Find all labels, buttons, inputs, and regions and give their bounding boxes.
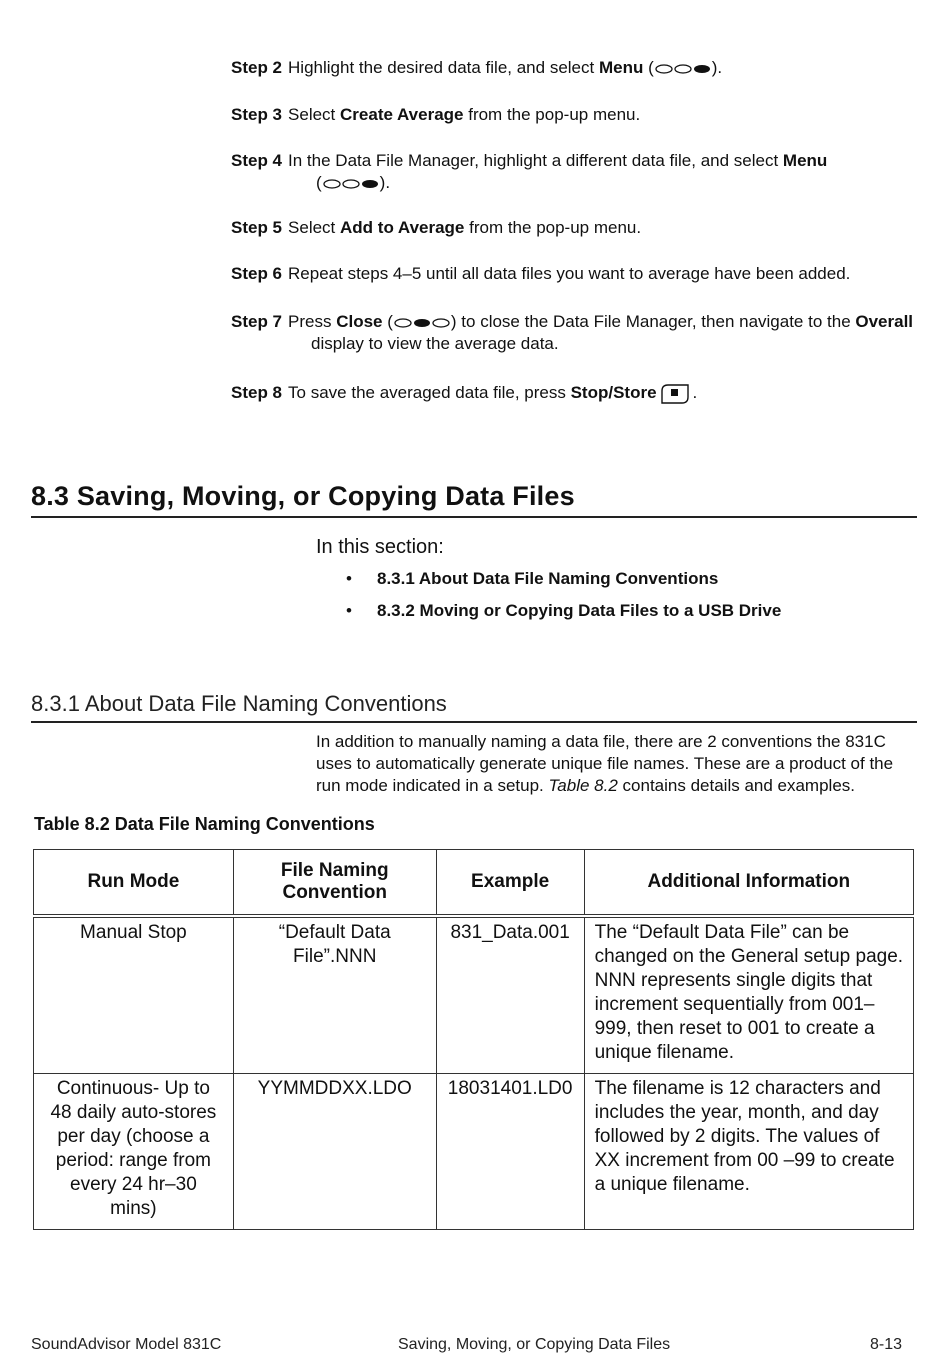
step-3: Step 3 Select Create Average from the pop-up menu. bbox=[231, 105, 641, 124]
table-cell: 831_Data.001 bbox=[436, 916, 584, 1074]
softkey-right-icon bbox=[323, 178, 379, 190]
step-2: Step 2 Highlight the desired data file, and select Menu ( ). bbox=[231, 58, 723, 77]
in-this-section-label: In this section: bbox=[316, 536, 444, 558]
table-caption: Table 8.2 Data File Naming Conventions bbox=[34, 814, 375, 834]
section-link[interactable]: • 8.3.1 About Data File Naming Conventions bbox=[346, 569, 719, 588]
column-header: Example bbox=[436, 850, 584, 917]
step-7: Step 7 Press Close ( ) to close the Data File Manager, then navigate to the Overall display to view the average data. bbox=[231, 312, 914, 353]
column-header: File Naming Convention bbox=[233, 850, 436, 917]
section-link[interactable]: • 8.3.2 Moving or Copying Data Files to a USB Drive bbox=[346, 601, 782, 620]
step-4: Step 4 In the Data File Manager, highlight a different data file, and select Menu ( ). bbox=[231, 151, 828, 192]
step-6: Step 6 Repeat steps 4–5 until all data files you want to average have been added. bbox=[231, 264, 851, 283]
bullet-icon: • bbox=[346, 601, 352, 620]
body-paragraph: In addition to manually naming a data file, there are 2 conventions the 831C uses to automatically generate unique file names. These are a product of the run mode indicated in a setup. Table 8.2 contains details and examples. bbox=[316, 732, 894, 795]
naming-conventions-table bbox=[33, 849, 914, 1230]
step-5: Step 5 Select Add to Average from the pop-up menu. bbox=[231, 218, 642, 237]
softkey-right-icon bbox=[655, 63, 711, 75]
step-8: Step 8 To save the averaged data file, press Stop/Store . bbox=[231, 382, 921, 405]
softkey-center-icon bbox=[394, 317, 450, 329]
table-header-row bbox=[34, 850, 914, 917]
footer-chapter: Saving, Moving, or Copying Data Files bbox=[398, 1336, 671, 1353]
footer-page-number: 8-13 bbox=[870, 1336, 903, 1353]
column-header: Additional Information bbox=[584, 850, 913, 917]
footer-product: SoundAdvisor Model 831C bbox=[31, 1336, 222, 1353]
section-heading: 8.3 Saving, Moving, or Copying Data Files bbox=[31, 480, 917, 518]
step-number: Step 2 bbox=[231, 58, 283, 77]
table-cell: The filename is 12 characters and includes the year, month, and day followed by 2 digits. The values of XX increment from 00 –99 to create a unique filename. bbox=[584, 1074, 913, 1230]
table-cell: 18031401.LD0 bbox=[436, 1074, 584, 1230]
table-cell: Continuous- Up to 48 daily auto-stores per day (choose a period: range from every 24 hr–30 mins) bbox=[34, 1074, 234, 1230]
table-row bbox=[34, 1074, 914, 1230]
table-cell: Manual Stop bbox=[34, 916, 234, 1074]
bullet-icon: • bbox=[346, 569, 352, 588]
subsection-heading: 8.3.1 About Data File Naming Conventions bbox=[31, 690, 917, 723]
column-header: Run Mode bbox=[34, 850, 234, 917]
table-cell: The “Default Data File” can be changed on the General setup page. NNN represents single digits that increment sequentially from 001–999, then reset to 001 to create a unique filename. bbox=[584, 916, 913, 1074]
stop-store-key-icon bbox=[658, 383, 692, 405]
table-cell: YYMMDDXX.LDO bbox=[233, 1074, 436, 1230]
table-reference: Table 8.2 bbox=[548, 776, 618, 795]
table-cell: “Default Data File”.NNN bbox=[233, 916, 436, 1074]
table-row bbox=[34, 916, 914, 1074]
